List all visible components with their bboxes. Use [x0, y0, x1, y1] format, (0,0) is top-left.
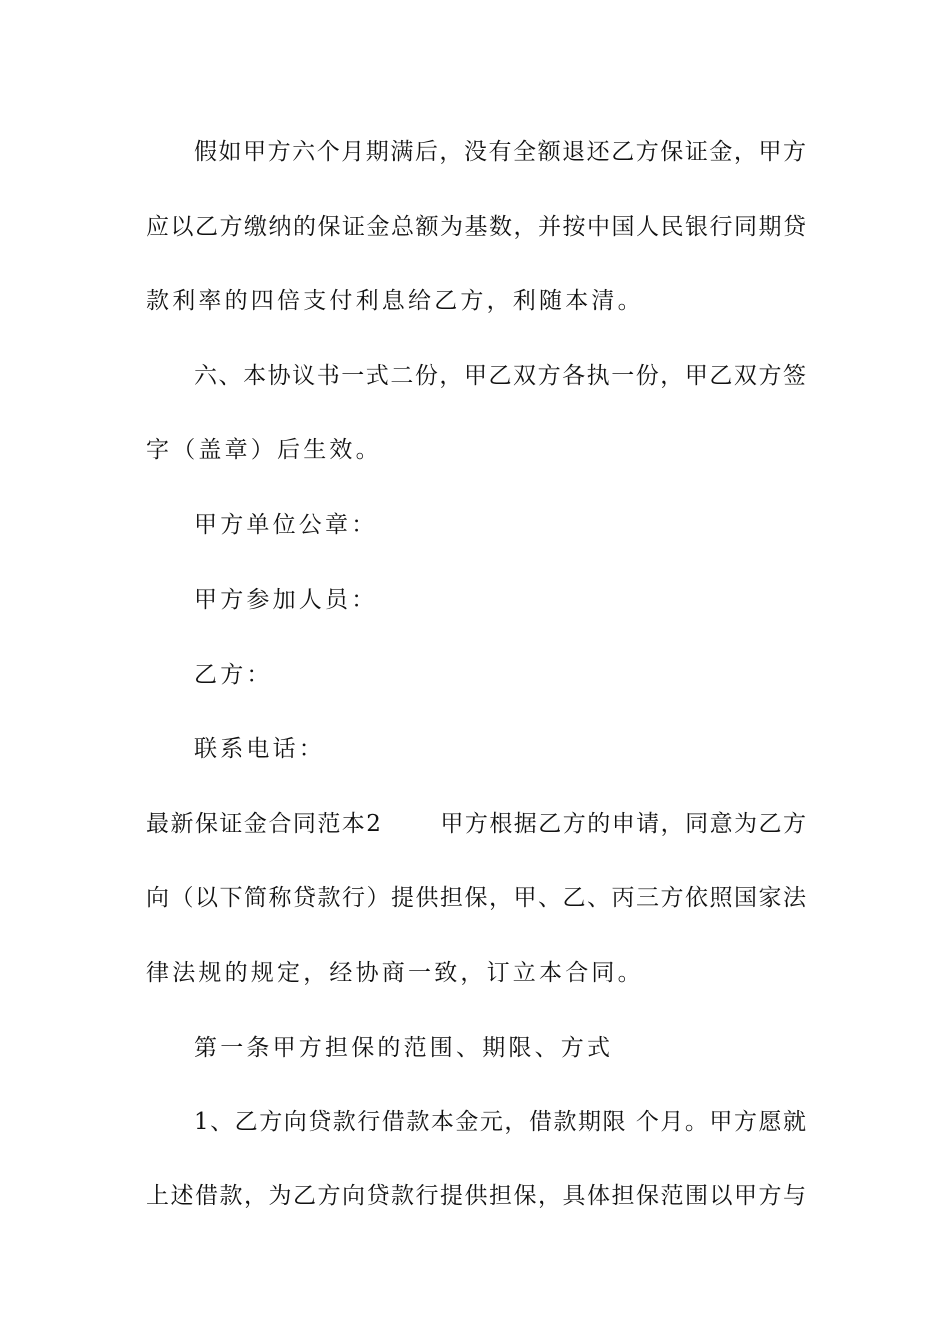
signature-field-label: 甲方参加人员：: [194, 587, 378, 613]
clause-heading: 第一条甲方担保的范围、期限、方式: [194, 1035, 614, 1061]
paragraph-line: 字（盖章）后生效。: [146, 437, 382, 463]
paragraph-line: 律法规的规定，经协商一致，订立本合同。: [146, 960, 644, 986]
paragraph-line: 六、本协议书一式二份，甲乙双方各执一份，甲乙双方签: [194, 363, 806, 389]
paragraph-line: 假如甲方六个月期满后，没有全额退还乙方保证金，甲方: [194, 139, 806, 165]
signature-field-label: 联系电话：: [194, 736, 325, 762]
section-title: 最新保证金合同范本2: [146, 811, 381, 837]
paragraph-line: 款利率的四倍支付利息给乙方，利随本清。: [146, 288, 644, 314]
heading-line: [146, 806, 806, 842]
paragraph-line: 应以乙方缴纳的保证金总额为基数，并按中国人民银行同期贷: [146, 214, 806, 240]
signature-field-label: 甲方单位公章：: [194, 512, 378, 538]
paragraph-text: 甲方根据乙方的申请，同意为乙方: [438, 811, 807, 837]
signature-field-label: 乙方：: [194, 662, 273, 688]
paragraph-line: 1、乙方向贷款行借款本金元，借款期限 个月。甲方愿就: [194, 1109, 806, 1135]
paragraph-line: 向（以下简称贷款行）提供担保，甲、乙、丙三方依照国家法: [146, 885, 806, 911]
paragraph-line: 上述借款，为乙方向贷款行提供担保，具体担保范围以甲方与: [146, 1183, 806, 1209]
